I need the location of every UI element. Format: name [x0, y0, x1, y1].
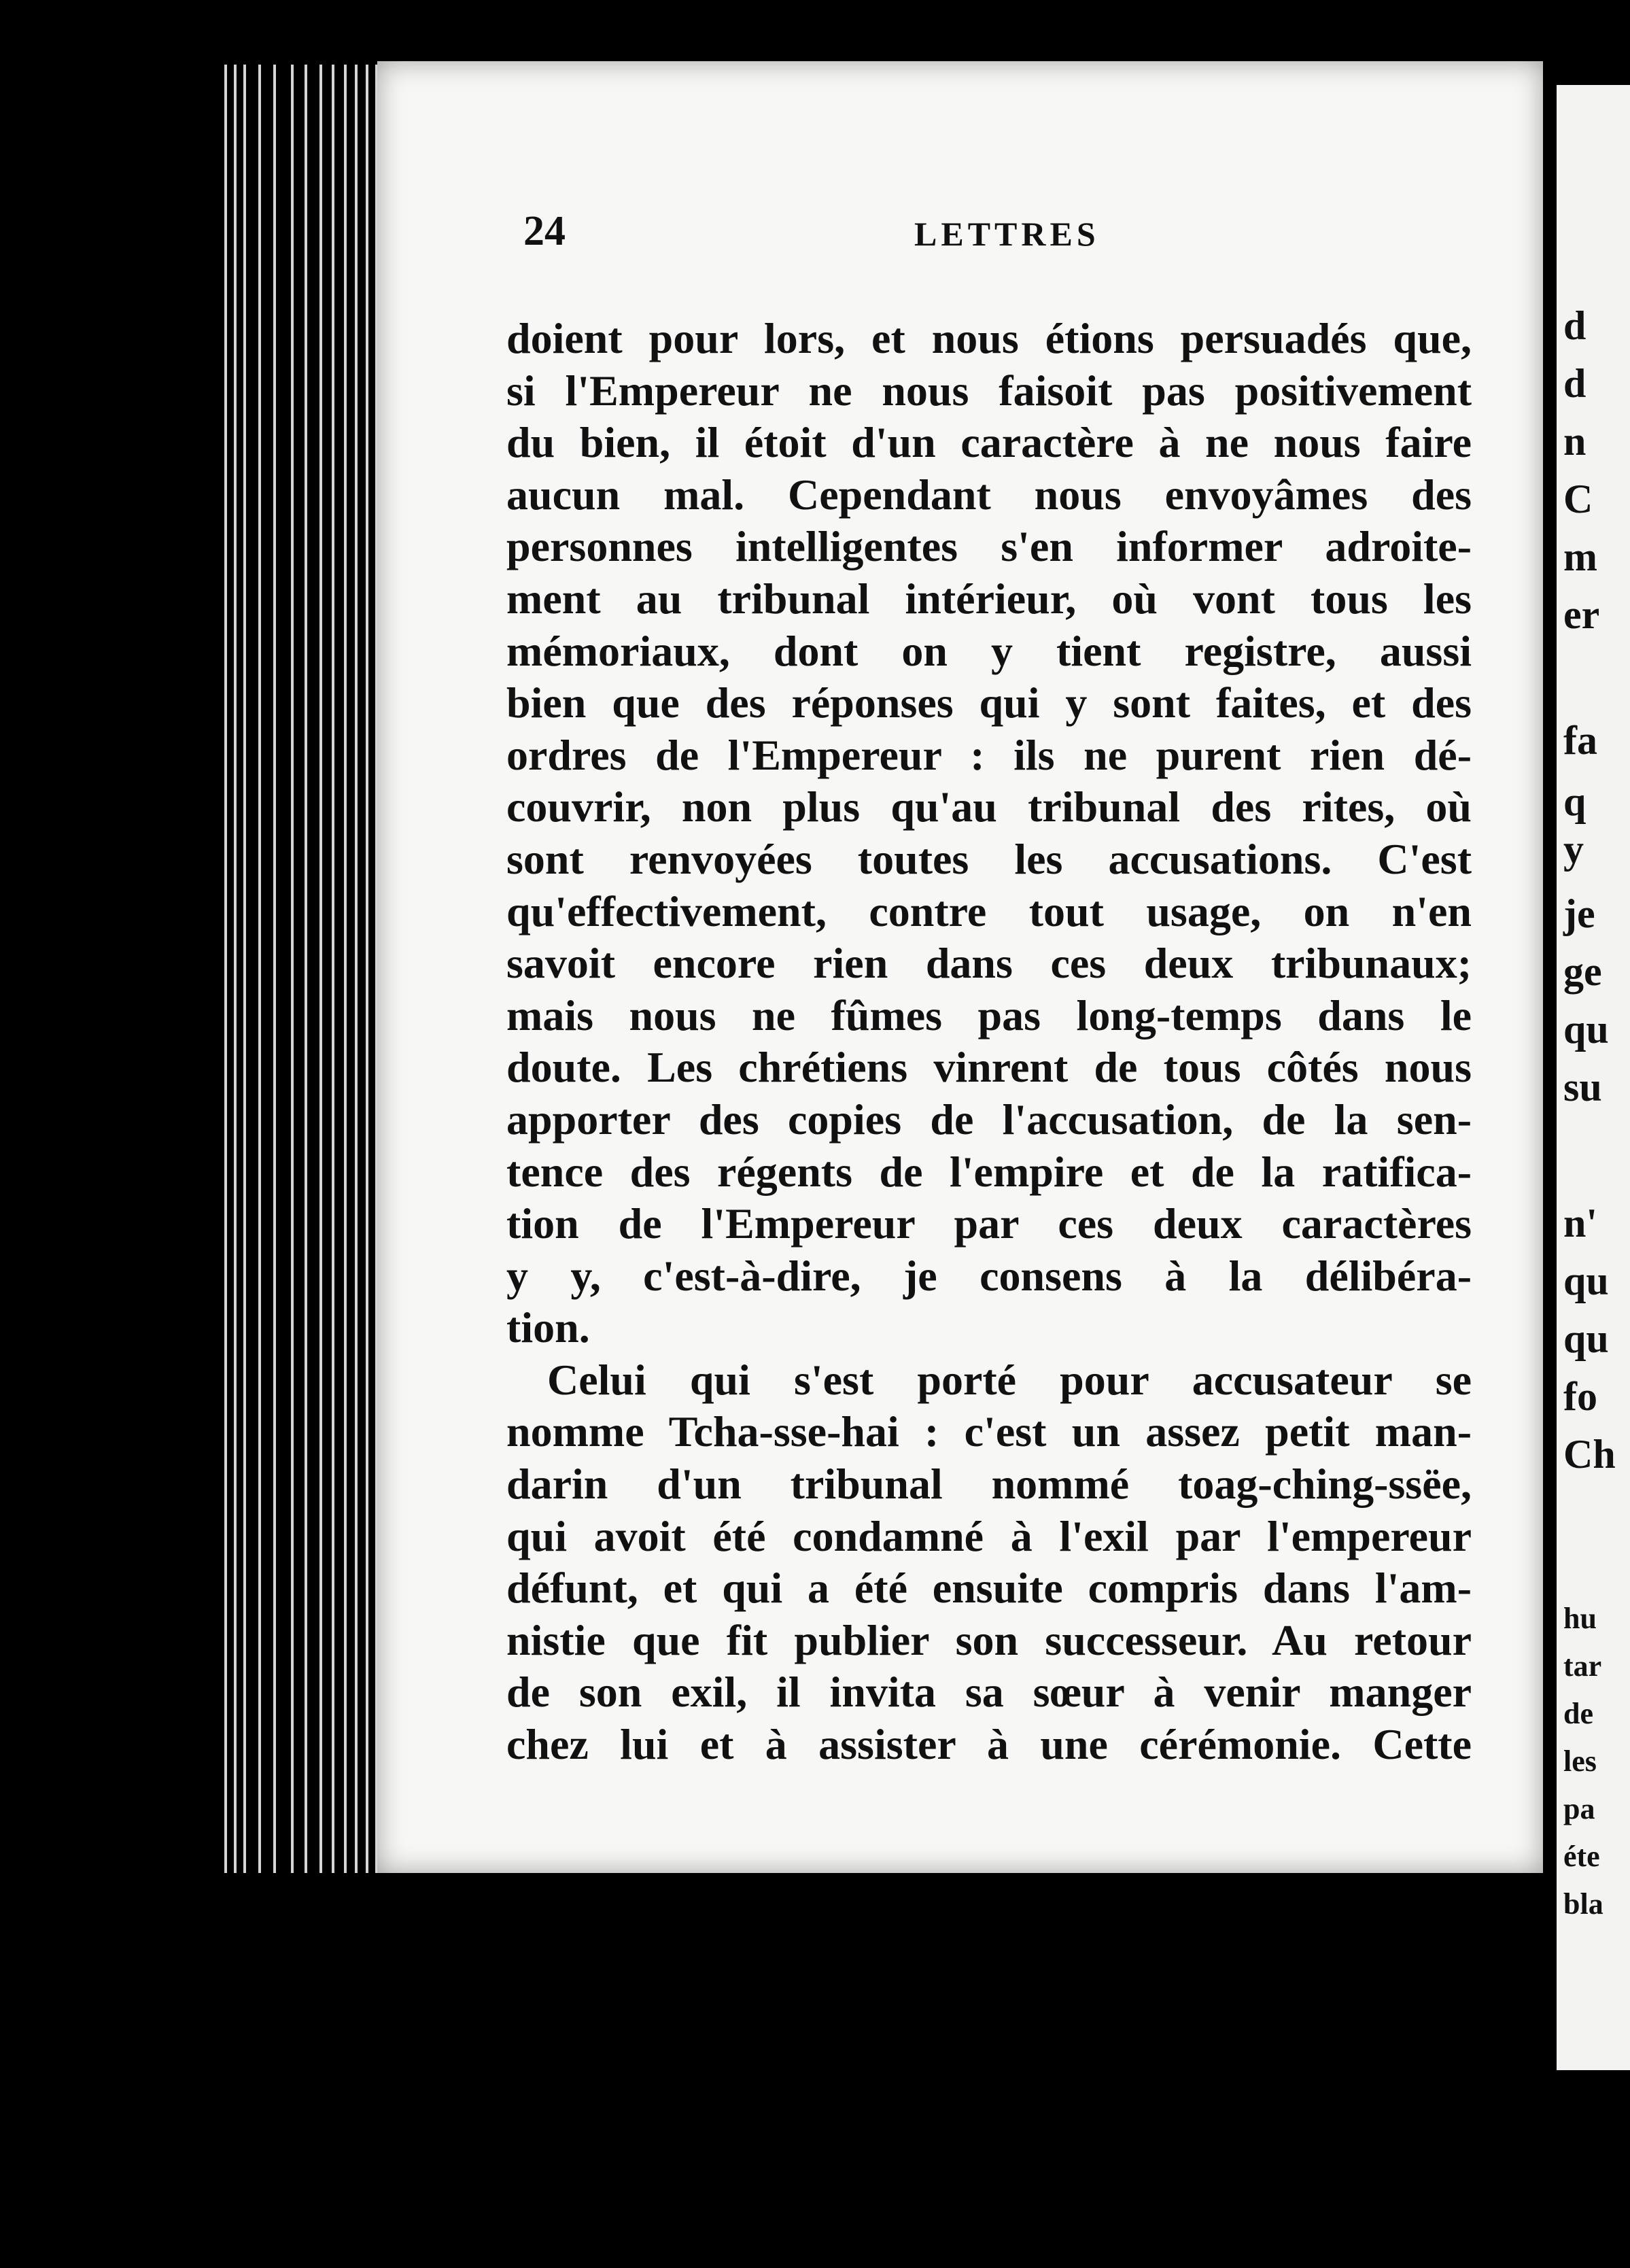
- text-line: du bien, il étoit d'un caractère à ne nous faire: [506, 418, 1472, 467]
- facing-fragment: qu: [1563, 1316, 1609, 1361]
- facing-fragment: éte: [1563, 1840, 1600, 1873]
- facing-fragment: tar: [1563, 1649, 1602, 1683]
- text-line: y y, c'est-à-dire, je consens à la délibéra-: [506, 1251, 1472, 1300]
- text-line: nomme Tcha-sse-hai : c'est un assez petit man-: [506, 1407, 1472, 1456]
- text-line: de son exil, il invita sa sœur à venir manger: [506, 1668, 1472, 1717]
- facing-fragment: m: [1563, 534, 1597, 579]
- book-page: [377, 61, 1543, 1873]
- text-line: chez lui et à assister à une cérémonie. Cette: [506, 1720, 1472, 1769]
- text-line: darin d'un tribunal nommé toag-ching-ssëe,: [506, 1460, 1472, 1509]
- facing-fragment: pa: [1563, 1792, 1595, 1825]
- facing-fragment: n': [1563, 1201, 1598, 1245]
- facing-fragment: C: [1563, 477, 1593, 521]
- facing-fragment: d: [1563, 303, 1586, 348]
- body-text: [506, 313, 1472, 1771]
- facing-fragment: hu: [1563, 1602, 1597, 1635]
- facing-page: [1557, 85, 1630, 2070]
- text-line: Celui qui s'est porté pour accusateur se: [547, 1355, 1472, 1404]
- facing-fragment: de: [1563, 1697, 1593, 1730]
- facing-fragment: je: [1563, 891, 1595, 936]
- text-line: sont renvoyées toutes les accusations. C'est: [506, 834, 1472, 883]
- text-line: tion.: [506, 1303, 590, 1352]
- page-header: [523, 207, 1475, 289]
- text-line: mais nous ne fûmes pas long-temps dans le: [506, 991, 1472, 1040]
- running-head: LETTRES: [914, 215, 1100, 253]
- text-line: doute. Les chrétiens vinrent de tous côtés nous: [506, 1043, 1472, 1092]
- facing-fragment: d: [1563, 361, 1586, 406]
- text-line: si l'Empereur ne nous faisoit pas positivement: [506, 366, 1472, 415]
- text-line: ordres de l'Empereur : ils ne purent rien dé-: [506, 730, 1472, 779]
- page-edges: [224, 65, 387, 1873]
- facing-fragment: Ch: [1563, 1432, 1616, 1477]
- facing-fragment: qu: [1563, 1007, 1609, 1052]
- facing-fragment: q: [1563, 779, 1586, 824]
- text-line: qui avoit été condamné à l'exil par l'empereur: [506, 1511, 1472, 1560]
- text-line: doient pour lors, et nous étions persuadés que,: [506, 314, 1472, 362]
- text-line: tion de l'Empereur par ces deux caractères: [506, 1199, 1472, 1248]
- facing-fragment: qu: [1563, 1258, 1609, 1303]
- facing-fragment: n: [1563, 419, 1586, 464]
- text-line: tence des régents de l'empire et de la ratifica-: [506, 1147, 1472, 1196]
- text-line: défunt, et qui a été ensuite compris dans l'am-: [506, 1564, 1472, 1613]
- text-line: savoit encore rien dans ces deux tribunaux;: [506, 939, 1472, 988]
- text-line: mémoriaux, dont on y tient registre, aussi: [506, 626, 1472, 675]
- text-line: qu'effectivement, contre tout usage, on n'en: [506, 887, 1472, 935]
- text-line: ment au tribunal intérieur, où vont tous les: [506, 574, 1472, 623]
- facing-fragment: bla: [1563, 1887, 1603, 1921]
- facing-fragment: fa: [1563, 718, 1597, 763]
- facing-fragment: ge: [1563, 949, 1602, 994]
- text-line: couvrir, non plus qu'au tribunal des rites, où: [506, 783, 1472, 831]
- page-number: 24: [523, 208, 566, 254]
- text-line: aucun mal. Cependant nous envoyâmes des: [506, 470, 1472, 519]
- facing-fragment: les: [1563, 1745, 1597, 1778]
- text-line: personnes intelligentes s'en informer adroite-: [506, 522, 1472, 571]
- facing-fragment: su: [1563, 1065, 1602, 1110]
- facing-fragment: er: [1563, 592, 1600, 637]
- text-line: nistie que fit publier son successeur. Au retour: [506, 1615, 1472, 1664]
- facing-fragment: fo: [1563, 1374, 1597, 1419]
- facing-fragment: y: [1563, 827, 1584, 872]
- text-line: apporter des copies de l'accusation, de la sen-: [506, 1095, 1472, 1144]
- text-line: bien que des réponses qui y sont faites, et des: [506, 678, 1472, 727]
